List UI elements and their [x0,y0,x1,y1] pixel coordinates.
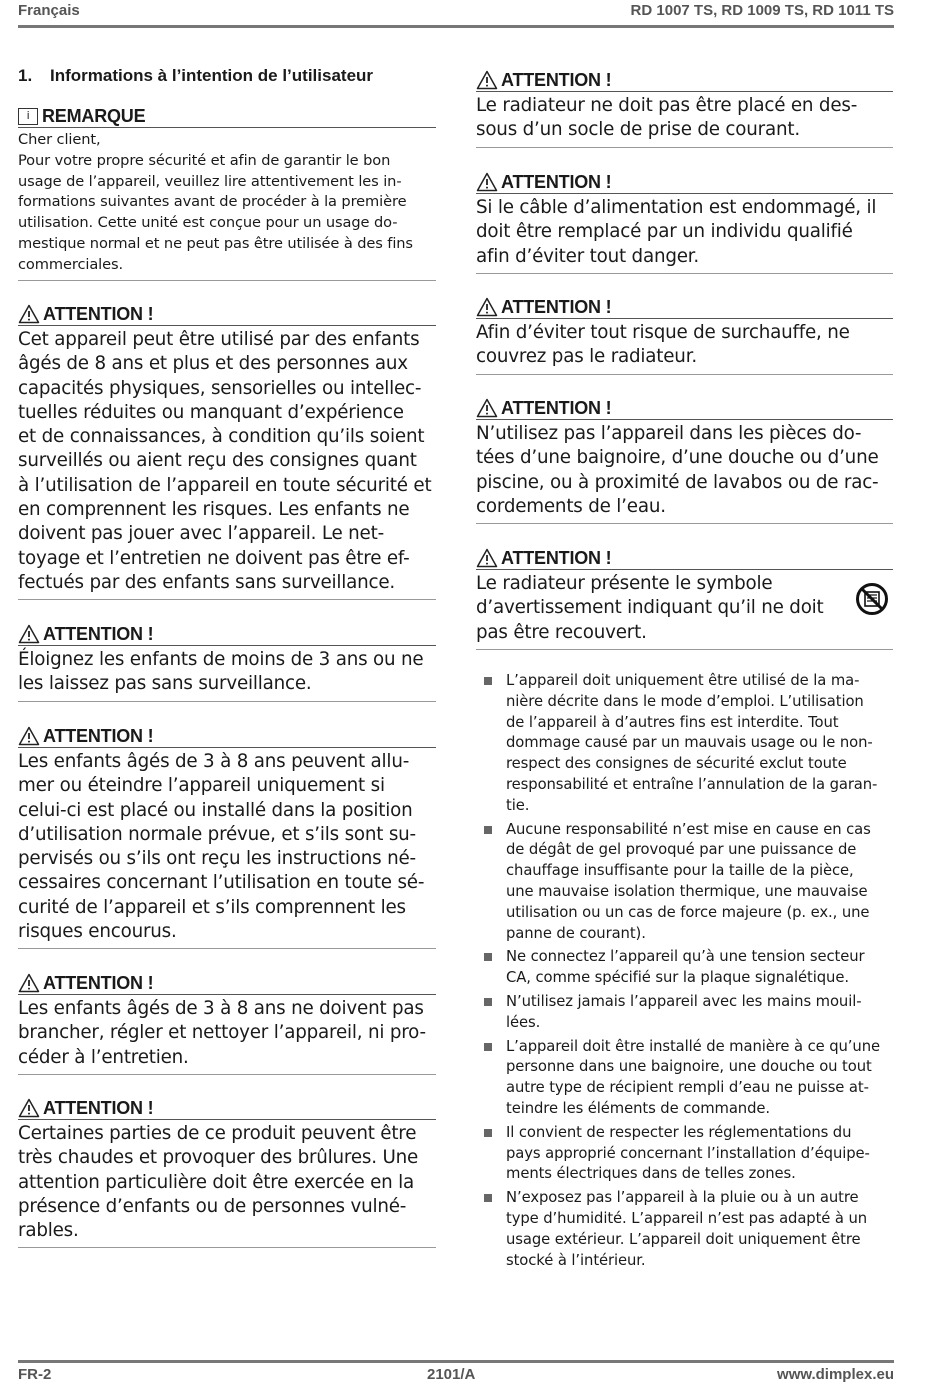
remark-end-rule [18,280,436,281]
warning-line: Éloignez les enfants de moins de 3 ans ou ne [18,649,424,670]
warning-line: doit être remplacé par un individu qualifié [476,221,853,243]
list-item-line: de dégât de gel provoqué par une puissance de [506,841,857,859]
warning-head [476,548,893,568]
warning-triangle-icon [476,548,498,568]
warning-line: attention particulière doit être exercée en la [18,1171,415,1193]
list-item-line: Aucune responsabilité n’est mise en cause en cas [506,820,871,838]
warning-block [476,398,893,524]
warning-head-rule [18,747,436,748]
warning-line: celui-ci est placé ou installé dans la position [18,799,413,821]
info-icon: i [18,108,38,125]
list-item [476,1037,893,1120]
remark-block [18,106,436,281]
warning-head-rule [18,325,436,326]
header-language: Français [18,2,80,19]
warning-block [476,548,893,650]
warning-triangle-icon [476,398,498,418]
warning-triangle-icon [18,624,40,644]
warning-head-rule [476,91,893,92]
warning-label: ATTENTION ! [43,726,154,746]
warning-line: Le radiateur présente le symbole [476,573,773,594]
warning-head [476,172,893,192]
list-item-line: ments électriques dans de telles zones. [506,1165,796,1183]
warning-triangle-icon [18,973,40,993]
warning-end-rule [18,599,436,600]
warning-line: rables. [18,1220,79,1242]
list-item-line: stocké à l’intérieur. [506,1251,646,1269]
warning-head [18,304,436,324]
warning-end-rule [476,147,893,148]
list-item-line: autre type de récipient rempli d’eau ne puisse at- [506,1079,869,1097]
warning-line: toyage et l’entretien ne doivent pas être ef- [18,547,410,569]
section-title-text: Informations à l’intention de l’utilisateur [50,66,374,85]
list-item-line: L’appareil doit être installé de manière à ce qu’une [506,1037,880,1055]
warning-line: cessaires concernant l’utilisation en toute sé- [18,872,425,894]
warning-label: ATTENTION ! [501,297,612,317]
list-item-line: lées. [506,1013,541,1031]
header-models: RD 1007 TS, RD 1009 TS, RD 1011 TS [630,2,894,19]
list-item-line: chauffage insuffisante pour la taille de la pièce, [506,862,854,880]
warning-body [18,648,436,697]
list-item-line: L’appareil doit uniquement être utilisé de la ma- [506,672,860,689]
section-title [18,66,373,86]
warning-end-rule [476,374,893,375]
warning-line: tuelles réduites ou manquant d’expérience [18,401,404,423]
warning-block [18,304,436,600]
footer-code: 2101/A [427,1366,476,1383]
remark-head-rule [18,127,436,128]
list-item [476,1188,893,1271]
warning-line: âgés de 8 ans et plus et des personnes aux [18,353,408,375]
remark-line: usage de l’appareil, veuillez lire attentivement les in- [18,172,402,190]
warning-label: ATTENTION ! [43,624,154,644]
list-item-line: responsabilité et entraîne l’annulation de la garan- [506,775,878,793]
list-item-line: N’exposez pas l’appareil à la pluie ou à un autre [506,1189,859,1207]
warning-end-rule [476,649,893,650]
warning-line: Le radiateur ne doit pas être placé en des- [476,95,858,116]
warning-label: ATTENTION ! [501,548,612,568]
warning-end-rule [476,273,893,274]
warning-line: Si le câble d’alimentation est endommagé, il [476,197,877,218]
warning-end-rule [18,701,436,702]
warning-triangle-icon [476,70,498,90]
warning-line: risques encourus. [18,921,177,943]
warning-body [476,572,893,645]
warning-label: ATTENTION ! [501,172,612,192]
bullet-square-icon [484,1194,492,1202]
warning-line: piscine, ou à proximité de lavabos ou de rac- [476,471,879,493]
list-item-line: usage extérieur. L’appareil doit uniquement être [506,1230,861,1248]
bullet-list [476,671,893,1274]
bullet-square-icon [484,1043,492,1051]
warning-block [18,624,436,702]
warning-triangle-icon [476,172,498,192]
warning-line: sous d’un socle de prise de courant. [476,119,800,141]
warning-line: très chaudes et provoquer des brûlures. Une [18,1147,419,1169]
warning-line: cordements de l’eau. [476,495,666,517]
bullet-square-icon [484,677,492,685]
remark-line: commerciales. [18,255,124,273]
warning-block [18,726,436,949]
warning-body [476,94,893,143]
list-item [476,1123,893,1185]
footer-website: www.dimplex.eu [777,1366,894,1383]
warning-line: fectués par des enfants sans surveillance. [18,571,396,593]
warning-label: ATTENTION ! [501,70,612,90]
page-header [18,0,894,24]
remark-label: REMARQUE [42,106,146,126]
warning-triangle-icon [18,304,40,324]
warning-head-rule [18,645,436,646]
list-item-line: CA, comme spécifié sur la plaque signalétique. [506,969,849,987]
warning-line: Cet appareil peut être utilisé par des enfants [18,329,420,350]
list-item-line: type d’humidité. L’appareil n’est pas adapté à un [506,1209,868,1227]
warning-body [18,750,436,944]
warning-triangle-icon [18,726,40,746]
list-item-line: utilisation ou un cas de force majeure (p. ex., une [506,903,870,921]
warning-head-rule [476,569,893,570]
warning-line: et de connaissances, à condition qu’ils soient [18,426,425,448]
list-item-line: personne dans une baignoire, une douche ou tout [506,1058,872,1076]
list-item-line: tie. [506,796,530,814]
warning-head-rule [476,193,893,194]
warning-end-rule [18,1074,436,1075]
warning-end-rule [476,523,893,524]
footer-rule [18,1360,894,1363]
warning-head-rule [476,318,893,319]
remark-line: Pour votre propre sécurité et afin de garantir le bon [18,151,391,169]
warning-head [476,70,893,90]
warning-line: Afin d’éviter tout risque de surchauffe, ne [476,322,850,343]
warning-line: à l’utilisation de l’appareil en toute sécurité et [18,474,432,496]
remark-line: formations suivantes avant de procéder à la première [18,193,407,211]
warning-line: afin d’éviter tout danger. [476,245,700,267]
warning-line: d’utilisation normale prévue, et s’ils sont su- [18,823,416,845]
list-item-line: respect des consignes de sécurité exclut toute [506,755,847,773]
section-number: 1. [18,66,33,85]
bullet-square-icon [484,953,492,961]
list-item [476,820,893,945]
list-item-line: teindre les éléments de commande. [506,1099,770,1117]
warning-line: céder à l’entretien. [18,1046,189,1068]
warning-block [476,297,893,375]
list-item-line: panne de courant). [506,924,646,942]
warning-head [18,726,436,746]
warning-line: capacités physiques, sensorielles ou intellec- [18,377,422,399]
warning-head [18,624,436,644]
warning-line: en comprennent les risques. Les enfants ne [18,499,410,521]
warning-label: ATTENTION ! [43,1098,154,1118]
warning-line: Les enfants âgés de 3 à 8 ans peuvent allu- [18,751,410,772]
remark-line: utilisation. Cette unité est conçue pour un usage do- [18,214,398,232]
list-item-line: une mauvaise isolation thermique, une mauvaise [506,882,868,900]
warning-label: ATTENTION ! [43,304,154,324]
warning-head-rule [18,994,436,995]
warning-line: curité de l’appareil et s’ils comprennent les [18,896,406,918]
warning-block [18,1098,436,1248]
warning-head [476,297,893,317]
warning-line: d’avertissement indiquant qu’il ne doit [476,597,824,619]
warning-label: ATTENTION ! [501,398,612,418]
warning-end-rule [18,948,436,949]
warning-head-rule [476,419,893,420]
warning-triangle-icon [476,297,498,317]
bullet-square-icon [484,1129,492,1137]
warning-line: pas être recouvert. [476,621,647,643]
warning-line: présence d’enfants ou de personnes vulné- [18,1195,407,1217]
warning-block [476,70,893,148]
list-item-line: de l’appareil à d’autres fins est interdite. Tout [506,713,839,731]
do-not-cover-icon [855,582,889,616]
warning-body [18,1122,436,1243]
warning-line: brancher, régler et nettoyer l’appareil, ni pro- [18,1022,426,1044]
warning-line: doivent pas jouer avec l’appareil. Le net- [18,523,384,545]
remark-head [18,106,436,126]
warning-body [476,196,893,269]
header-rule [18,25,894,28]
warning-line: Certaines parties de ce produit peuvent être [18,1123,417,1144]
list-item-line: nière décrite dans le mode d’emploi. L’utilisation [506,692,864,710]
warning-head [18,973,436,993]
warning-line: tées d’une baignoire, d’une douche ou d’une [476,447,879,469]
warning-head [476,398,893,418]
warning-label: ATTENTION ! [43,973,154,993]
list-item-line: pays approprié concernant l’installation d’équipe- [506,1144,870,1162]
list-item-line: Il convient de respecter les réglementations du [506,1123,852,1141]
list-item-line: N’utilisez jamais l’appareil avec les mains mouil- [506,992,862,1010]
warning-line: surveillés ou aient reçu des consignes quant [18,450,417,472]
warning-end-rule [18,1247,436,1248]
warning-head-rule [18,1119,436,1120]
warning-line: mer ou éteindre l’appareil uniquement si [18,775,385,797]
warning-line: les laissez pas sans surveillance. [18,673,312,695]
remark-body [18,130,436,276]
warning-body [476,321,893,370]
warning-block [476,172,893,274]
warning-head [18,1098,436,1118]
list-item [476,992,893,1034]
bullet-square-icon [484,998,492,1006]
list-item-line: Ne connectez l’appareil qu’à une tension secteur [506,948,865,966]
warning-body [18,997,436,1070]
warning-body [476,422,893,519]
warning-line: couvrez pas le radiateur. [476,346,697,368]
footer-page: FR-2 [18,1366,52,1383]
remark-line: mestique normal et ne peut pas être utilisée à des fins [18,234,413,252]
warning-line: Les enfants âgés de 3 à 8 ans ne doivent pas [18,998,424,1019]
warning-line: pervisés ou s’ils ont reçu les instructions né- [18,848,416,870]
warning-block [18,973,436,1075]
warning-triangle-icon [18,1098,40,1118]
list-item [476,671,893,817]
remark-line: Cher client, [18,131,101,148]
warning-line: N’utilisez pas l’appareil dans les pièces do- [476,423,862,444]
list-item-line: dommage causé par un mauvais usage ou le non- [506,734,873,752]
list-item [476,947,893,989]
bullet-square-icon [484,826,492,834]
warning-body [18,328,436,595]
